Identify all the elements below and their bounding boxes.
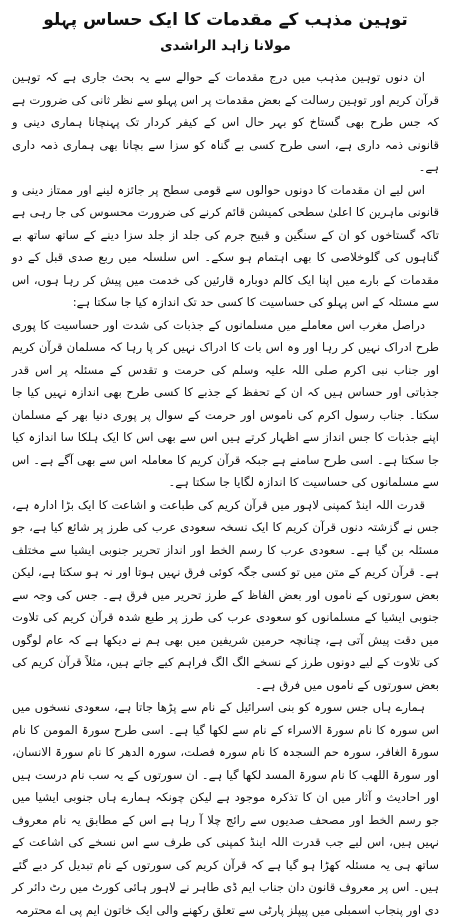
paragraph: ان دنوں توہین مذہب میں درج مقدمات کے حوالے سے یہ بحث جاری ہے کہ توہین قرآن کریم اور توہین رسالت کے بعض مقدمات پر اس پہلو سے نظر ثانی کی ضرورت ہے کہ جس طرح بھی گستاخ کو بہر حال اس کے کیفر کردار تک پہنچانا ہماری دینی و قانونی ذمہ داری ہے، اسی طرح کسی بے گناہ کو سزا سے بچانا بھی ہماری ذمہ داری ہے۔ (12, 70, 439, 174)
paragraph: دراصل مغرب اس معاملے میں مسلمانوں کے جذبات کی شدت اور حساسیت کا پوری طرح ادراک نہیں کر رہا اور وہ اس بات کا ادراک نہیں کر پا رہا کہ مسلمان قرآن کریم اور جناب نبی اکرم صلی اللہ علیہ وسلم کی حرمت و تقدس کے مسئلہ پر اس قدر جذباتی اور حساس ہیں کہ ان کے تحفظ کے جذبے کا کسی طرح بھی اندازہ نہیں کیا جا سکتا۔ جناب رسول اکرم کی ناموس اور حرمت کے سوال پر پوری دنیا بھر کے مسلمان اپنے جذبات کا جس انداز سے اظہار کرتے ہیں اس سے بھی اس کا ایک ہلکا سا اندازہ کیا جا سکتا ہے۔ اسی طرح سامنے ہے جبکہ قرآن کریم کا معاملہ اس سے بھی آگے ہے۔ اس سے مسلمانوں کی حساسیت کا اندازہ لگایا جا سکتا ہے۔ (12, 317, 439, 489)
paragraph: اس لیے ان مقدمات کا دونوں حوالوں سے قومی سطح پر جائزہ لینے اور ممتاز دینی و قانونی ماہرین کا اعلیٰ سطحی کمیشن قائم کرنے کی ضرورت محسوس کی جا رہی ہے تاکہ گستاخوں کو ان کے سنگین و قبیح جرم کی جلد از جلد سزا دینے کے ساتھ ساتھ بے گناہوں کی گلوخلاصی کا بھی اہتمام ہو سکے۔ اس سلسلہ میں ربع صدی قبل کے دو مقدمات کے بارے میں اپنا ایک کالم دوبارہ قارئین کی خدمت میں پیش کر رہا ہوں، اس سے مسئلہ کے اس پہلو کی حساسیت کا کسی حد تک اندازہ کیا جا سکتا ہے: (12, 182, 439, 309)
paragraph: ہمارے ہاں جس سورہ کو بنی اسرائیل کے نام سے پڑھا جاتا ہے، سعودی نسخوں میں اس سورہ کا نام سورۃ الاسراء کے نام سے لکھا گیا ہے۔ اسی طرح سورۃ المومن کا نام سورۃ الغافر، سورہ حم السجدہ کا نام سورہ فصلت، سورہ الدھر کا نام سورۃ الانسان، اور سورۃ اللھب کا نام سورۃ المسد لکھا گیا ہے۔ ان سورتوں کے یہ سب نام درست ہیں اور احادیث و آثار میں ان کا تذکرہ موجود ہے لیکن چونکہ ہمارے ہاں جنوبی ایشیا میں جو رسم الخط اور مصحف صدیوں سے رائج چلا آ رہا ہے اس کے مطابق یہ نام معروف نہیں ہیں، اس لیے جب قدرت اللہ اینڈ کمپنی کی طرف سے اس نسخے کی اشاعت کے ساتھ ہی یہ مسئلہ کھڑا ہو گیا ہے کہ قرآن کریم کی سورتوں کے نام تبدیل کر دیے گئے ہیں۔ اس پر معروف قانون دان جناب ایم ڈی طاہر نے لاہور ہائی کورٹ میں رٹ دائر کر دی اور پنجاب اسمبلی میں پیپلز پارٹی سے تعلق رکھنے والی ایک خاتون ایم پی اے محترمہ (12, 700, 439, 917)
article-title: توہین مذہب کے مقدمات کا ایک حساس پہلو (43, 10, 408, 30)
author-byline: مولانا زاہد الراشدی (160, 38, 291, 54)
paragraph: قدرت اللہ اینڈ کمپنی لاہور میں قرآن کریم کی طباعت و اشاعت کا ایک بڑا ادارہ ہے، جس نے گزشتہ دنوں قرآن کریم کا ایک نسخہ سعودی عرب کی طرز پر شائع کیا ہے، جو مسئلہ بن گیا ہے۔ سعودی عرب کا رسم الخط اور انداز تحریر جنوبی ایشیا سے مختلف ہے۔ قرآن کریم کے متن میں تو کسی جگہ کوئی فرق نہیں ہوتا اور نہ ہو سکتا ہے، لیکن بعض سورتوں کے ناموں اور بعض الفاظ کے طرز تحریر میں فرق ہے۔ جس کی وجہ سے جنوبی ایشیا کے مسلمانوں کو سعودی عرب کی طرز پر طبع شدہ قرآن کریم کی تلاوت میں دقت پیش آتی ہے، چنانچہ حرمین شریفین میں بھی ہم نے دیکھا ہے کہ عام لوگوں کی تلاوت کے لیے دونوں طرز کے نسخے الگ الگ فراہم کیے جاتے ہیں، مثلاً قرآن کریم کی بعض سورتوں کے ناموں میں فرق ہے۔ (12, 497, 439, 692)
